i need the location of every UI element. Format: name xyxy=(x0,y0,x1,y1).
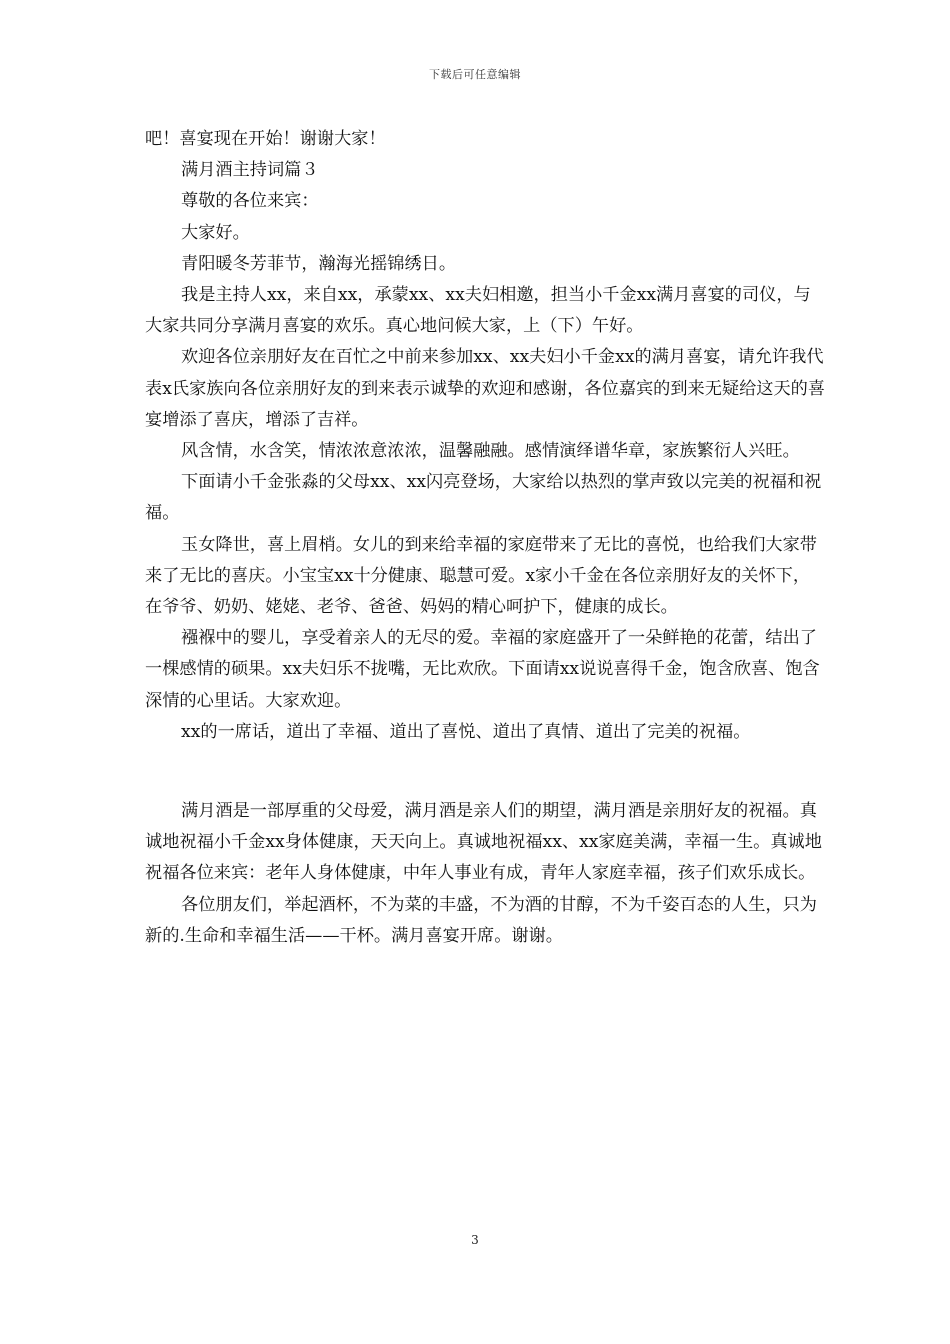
paragraph: 我是主持人xx，来自xx，承蒙xx、xx夫妇相邀，担当小千金xx满月喜宴的司仪，与大家共同分享满月喜宴的欢乐。真心地问候大家，上（下）午好。 xyxy=(145,285,811,337)
document-body xyxy=(145,124,825,952)
paragraph: 玉女降世，喜上眉梢。女儿的到来给幸福的家庭带来了无比的喜悦，也给我们大家带来了无比的喜庆。小宝宝xx十分健康、聪慧可爱。x家小千金在各位亲朋好友的关怀下，在爷爷、奶奶、姥姥、老爷、爸爸、妈妈的精心呵护下，健康的成长。 xyxy=(145,534,817,618)
paragraph: 欢迎各位亲朋好友在百忙之中前来参加xx、xx夫妇小千金xx的满月喜宴，请允许我代表x氏家族向各位亲朋好友的到来表示诚挚的欢迎和感谢，各位嘉宾的到来无疑给这天的喜宴增添了喜庆，增添了吉祥。 xyxy=(145,347,826,430)
page-header: 下载后可任意编辑 xyxy=(429,68,521,81)
paragraph: 满月酒是一部厚重的父母爱，满月酒是亲人们的期望，满月酒是亲朋好友的祝福。真诚地祝福小千金xx身体健康，天天向上。真诚地祝福xx、xx家庭美满，幸福一生。真诚地祝福各位来宾：老年人身体健康，中年人事业有成，青年人家庭幸福，孩子们欢乐成长。 xyxy=(145,801,822,884)
page-number: 3 xyxy=(471,1233,479,1247)
salutation: 尊敬的各位来宾： xyxy=(181,191,319,212)
greeting: 大家好。 xyxy=(181,222,250,243)
paragraph: 青阳暖冬芳菲节，瀚海光摇锦绣日。 xyxy=(181,253,457,274)
paragraph: xx的一席话，道出了幸福、道出了喜悦、道出了真情、道出了完美的祝福。 xyxy=(181,721,751,742)
paragraph: 各位朋友们，举起酒杯，不为菜的丰盛，不为酒的甘醇，不为千姿百态的人生，只为新的.生命和幸福生活——干杯。满月喜宴开席。谢谢。 xyxy=(145,894,817,946)
blank-line xyxy=(145,748,825,796)
paragraph: 襁褓中的婴儿，享受着亲人的无尽的爱。幸福的家庭盛开了一朵鲜艳的花蕾，结出了一棵感情的硕果。xx夫妇乐不拢嘴，无比欢欣。下面请xx说说喜得千金，饱含欣喜、饱含深情的心里话。大家欢迎。 xyxy=(145,628,820,711)
paragraph: 风含情，水含笑，情浓浓意浓浓，温馨融融。感情演绎谱华章，家族繁衍人兴旺。 xyxy=(181,441,800,462)
paragraph-continuation: 吧！喜宴现在开始！谢谢大家！ xyxy=(145,129,386,149)
section-title: 满月酒主持词篇３ xyxy=(181,160,319,181)
paragraph: 下面请小千金张淼的父母xx、xx闪亮登场，大家给以热烈的掌声致以完美的祝福和祝福。 xyxy=(145,472,822,524)
